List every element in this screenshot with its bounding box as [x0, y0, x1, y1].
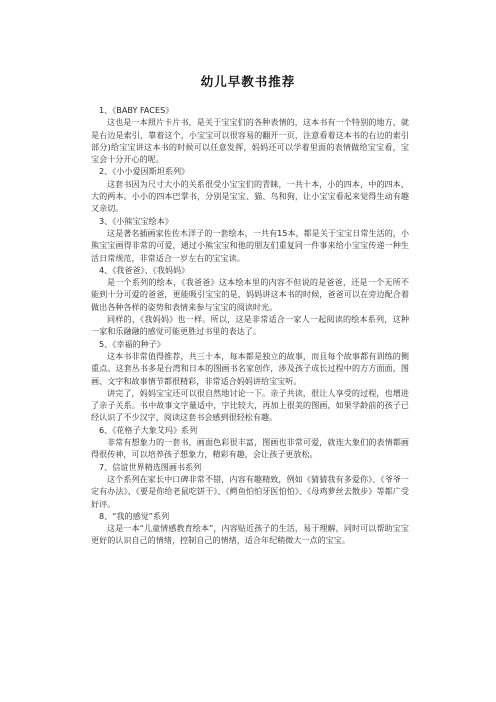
section-3: [91, 215, 409, 264]
section-heading: 1、《BABY FACES》: [99, 105, 174, 115]
paragraph: 这是著名插画家佐佐木洋子的一套绘本，一共有15本，都是关于宝宝日常生活的，小熊宝宝画得非常的可爱，通过小熊宝宝和他的朋友们重复同一件事来给小宝宝传递一种生活日常规范，非常适合一岁左右的宝宝读。: [91, 227, 409, 263]
paragraph: 非常有想象力的一套书，画面色彩很丰富，图画也非常可爱，就连大象们的表情都画得很传神，可以培养孩子想象力，精彩有趣，会让孩子更放松。: [91, 437, 409, 460]
section-heading: 4、《我爸爸》、《我妈妈》: [99, 264, 190, 275]
section-4: [91, 264, 409, 338]
paragraph: 这个系列在家长中口碑非常不错，内容有趣精致，例如《猜猜我有多爱你》、《爷爷一定有办法》、《要是你给老鼠吃饼干》、《鳄鱼怕怕牙医怕怕》、《母鸡萝丝去散步》等都广受好评。: [91, 473, 409, 509]
section-heading: 5、《幸福的种子》: [99, 338, 165, 349]
paragraph: 这套书因为尺寸大小的关系很受小宝宝们的青睐，一共十本，小的四本，中的四本，大的两本。小小的四本巴掌书，分别是宝宝、猫、鸟和狗，让小宝宝看起来觉得生动有趣又亲切。: [91, 178, 409, 214]
section-2: [91, 165, 409, 214]
section-heading: 7、信谊世界精选图画书系列: [99, 461, 202, 472]
section-5: [91, 338, 409, 424]
section-1: [91, 104, 409, 165]
paragraph: 这本书非常值得推荐，共三十本，每本都是独立的故事，而且每个故事都有训练的侧重点。这套丛书多是台湾和日本的图画书名家创作，涉及孩子成长过程中的方方面面，图画、文字和故事情节都很精彩，非常适合妈妈讲给宝宝听。: [91, 350, 409, 386]
section-heading: 6、《花格子大象艾玛》系列: [99, 424, 198, 435]
paragraph: 同样的，《我妈妈》也一样。所以，这是非常适合一家人一起阅读的绘本系列，这种一家和乐融融的感觉可能更胜过书里的表达了。: [91, 314, 409, 337]
section-8: [91, 510, 409, 547]
article-body: [91, 104, 409, 547]
section-6: [91, 424, 409, 461]
paragraph: 是一个系列的绘本，《我爸爸》这本绘本里的内容不但说的是爸爸，还是一个无所不能到十分可爱的爸爸，更能吸引宝宝的是，妈妈讲这本书的时候，爸爸可以在旁边配合着做出各种各样的姿势和表情来参与宝宝的阅读时光。: [91, 277, 409, 312]
section-heading: 8、“我的感觉”系列: [99, 510, 170, 521]
section-heading: 3、《小熊宝宝绘本》: [99, 215, 173, 226]
paragraph: 这是一本“儿童情感教育绘本”，内容贴近孩子的生活，易于理解，同时可以帮助宝宝更好的认识自己的情绪，控制自己的情绪，适合年纪稍微大一点的宝宝。: [91, 523, 409, 546]
section-heading: 2、《小小爱因斯坦系列》: [99, 166, 190, 177]
paragraph: 这也是一本照片卡片书，是关于宝宝们的各种表情的，这本书有一个特别的地方，就是右边是索引，靠着这个，小宝宝可以很容易的翻开一页，注意看着这本书的右边的索引部分)给宝宝讲这本书的时候可以任意发挥，妈妈还可以学着里面的表情做给宝宝看，宝宝会十分开心的呢。: [91, 117, 409, 165]
paragraph: 讲完了，妈妈宝宝还可以很自然地讨论一下。亲子共读，很让人享受的过程，也增进了亲子关系。书中故事文字量适中，字比较大，再加上很美的图画，如果学龄前的孩子已经认识了不少汉字，阅读这套书会感到很轻松有趣。: [91, 387, 409, 423]
page-title: 幼儿早教书推荐: [200, 74, 296, 89]
section-7: [91, 461, 409, 510]
